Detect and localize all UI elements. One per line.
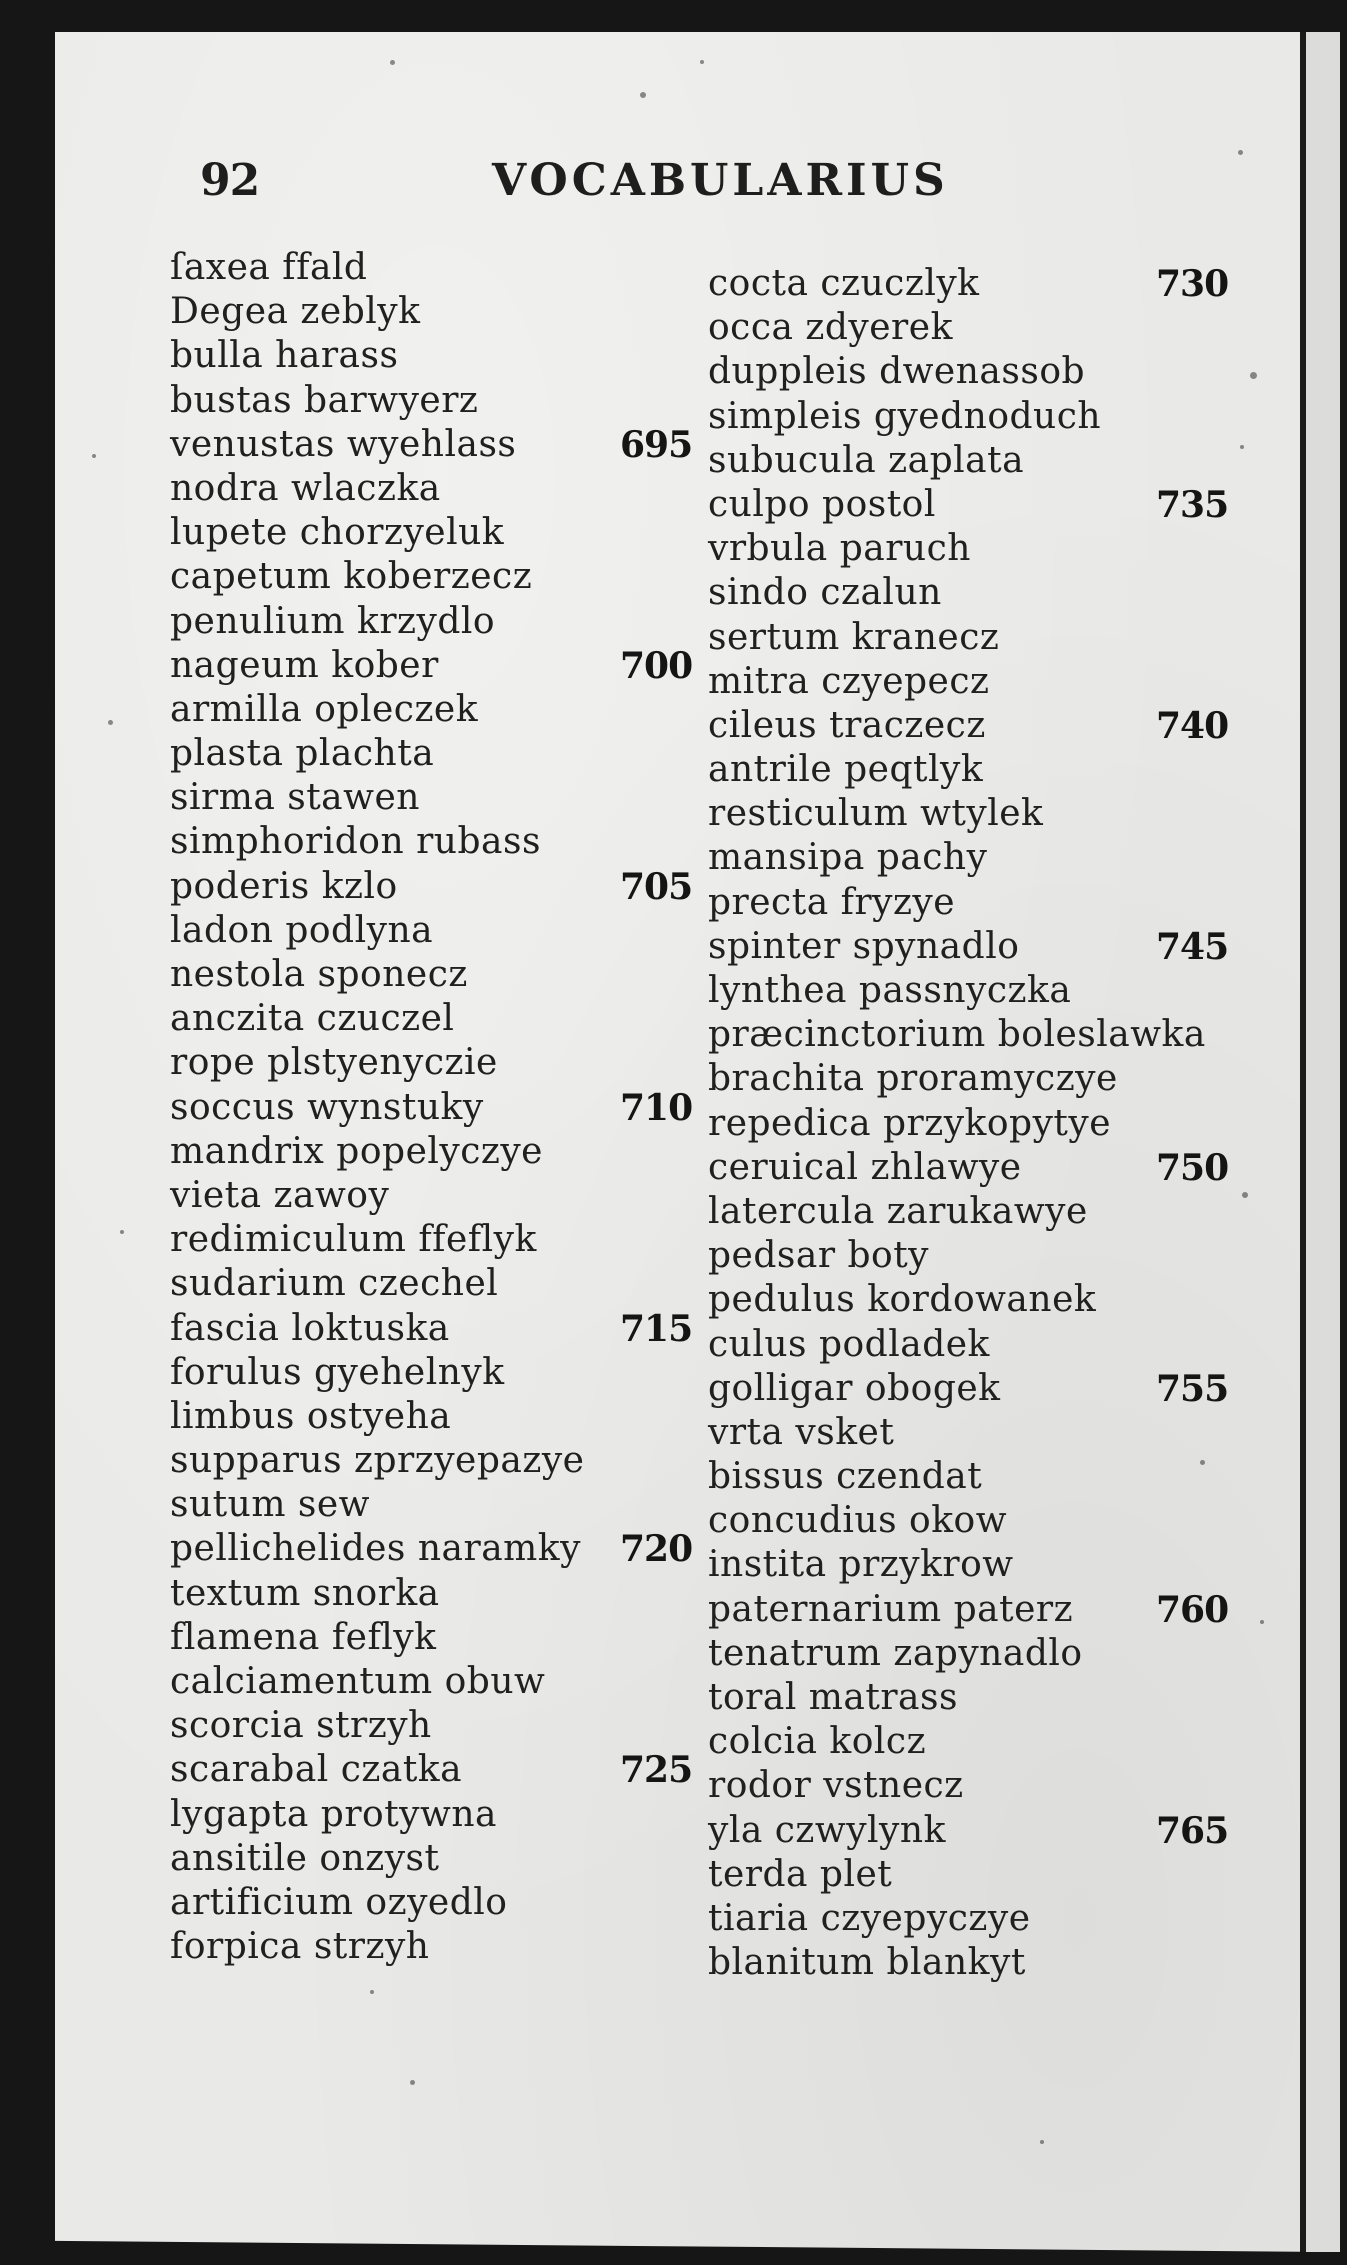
vocabulary-entry: [170, 334, 670, 378]
entry-text: sertum kranecz: [708, 616, 1000, 658]
vocabulary-entry: [708, 1588, 1228, 1632]
entry-text: cileus traczecz: [708, 704, 986, 746]
line-number: 735: [1156, 483, 1229, 526]
entry-text: mitra czyepecz: [708, 660, 990, 702]
vocabulary-entry: [708, 660, 1228, 704]
vocabulary-entry: [170, 423, 693, 467]
entry-text: lynthea passnyczka: [708, 970, 1072, 1011]
entry-text: ansitile onzyst: [170, 1837, 440, 1879]
vocabulary-entry: [170, 1527, 693, 1571]
entry-text: cocta czuczlyk: [708, 263, 980, 304]
vocabulary-entry: [170, 688, 670, 732]
vocabulary-entry: [170, 997, 670, 1041]
entry-text: latercula zarukawye: [708, 1190, 1088, 1232]
vocabulary-entry: [708, 836, 1228, 880]
vocabulary-entry: [708, 1057, 1228, 1101]
vocabulary-entry: [170, 1351, 670, 1395]
entry-text: nodra wlaczka: [170, 467, 441, 509]
entry-text: resticulum wtylek: [708, 793, 1044, 835]
line-number: 725: [620, 1749, 693, 1792]
vocabulary-entry: [708, 792, 1228, 836]
entry-text: capetum koberzecz: [170, 556, 533, 598]
page-header: [200, 155, 960, 215]
vocabulary-entry: [170, 1881, 670, 1925]
entry-text: antrile peqtlyk: [708, 749, 984, 791]
vocabulary-entry: [170, 1925, 670, 1969]
vocabulary-entry: [170, 776, 670, 820]
entry-text: terda plet: [708, 1853, 893, 1895]
paper-speck: [1040, 2140, 1044, 2144]
paper-speck: [370, 1990, 374, 1994]
vocabulary-entry: [708, 1809, 1228, 1853]
entry-text: calciamentum obuw: [170, 1661, 546, 1702]
line-number: 755: [1156, 1367, 1229, 1410]
vocabulary-entry: [708, 616, 1228, 660]
entry-text: scorcia strzyh: [170, 1705, 432, 1747]
vocabulary-entry: [170, 1616, 670, 1660]
page-number: 92: [200, 155, 260, 206]
left-column: [170, 246, 693, 1969]
vocabulary-entry: [708, 1632, 1228, 1676]
entry-text: pellichelides naramky: [170, 1528, 581, 1570]
vocabulary-entry: [170, 1660, 670, 1704]
entry-text: fascia loktuska: [170, 1307, 450, 1349]
entry-text: nageum kober: [170, 644, 439, 686]
line-number: 765: [1156, 1809, 1229, 1852]
vocabulary-entry: [708, 395, 1228, 439]
vocabulary-entry: [708, 1543, 1228, 1587]
entry-text: brachita proramyczye: [708, 1058, 1118, 1100]
vocabulary-entry: [708, 1720, 1228, 1764]
vocabulary-entry: [708, 306, 1228, 350]
vocabulary-entry: [708, 1676, 1228, 1720]
entry-text: culus podladek: [708, 1323, 990, 1365]
paper-speck: [390, 60, 395, 65]
vocabulary-entry: [170, 246, 670, 290]
entry-text: repedica przykopytye: [708, 1102, 1112, 1144]
paper-speck: [108, 720, 113, 725]
entry-text: forulus gyehelnyk: [170, 1351, 505, 1393]
entry-text: soccus wynstuky: [170, 1086, 484, 1128]
entry-text: limbus ostyeha: [170, 1395, 452, 1437]
paper-speck: [1240, 445, 1244, 449]
entry-text: rodor vstnecz: [708, 1765, 964, 1807]
vocabulary-entry: [708, 969, 1228, 1013]
entry-text: rope plstyenyczie: [170, 1042, 498, 1084]
vocabulary-entry: [708, 1411, 1228, 1455]
vocabulary-entry: [170, 1793, 670, 1837]
entry-text: ſaxea ffald: [170, 247, 368, 288]
vocabulary-entry: [170, 1086, 693, 1130]
paper-speck: [640, 92, 646, 98]
entry-text: paternarium paterz: [708, 1588, 1074, 1630]
paper-speck: [1200, 1460, 1205, 1465]
line-number: 745: [1156, 925, 1229, 968]
entry-text: anczita czuczel: [170, 998, 455, 1040]
entry-text: toral matrass: [708, 1677, 958, 1718]
paper-speck: [1242, 1192, 1248, 1198]
entry-text: mandrix popelyczye: [170, 1130, 543, 1172]
vocabulary-entry: [708, 527, 1228, 571]
line-number: 695: [620, 423, 693, 466]
line-number: 715: [620, 1307, 693, 1350]
entry-text: poderis kzlo: [170, 865, 398, 907]
entry-text: præcinctorium boleslawka: [708, 1014, 1206, 1056]
vocabulary-entry: [170, 1483, 670, 1527]
vocabulary-entry: [708, 1102, 1228, 1146]
line-number: 730: [1156, 263, 1229, 305]
vocabulary-entry: [170, 1837, 670, 1881]
vocabulary-entry: [170, 290, 670, 334]
entry-text: sudarium czechel: [170, 1263, 499, 1305]
entry-text: pedulus kordowanek: [708, 1279, 1097, 1321]
vocabulary-entry: [170, 1439, 670, 1483]
paper-speck: [1250, 372, 1257, 379]
paper-speck: [1238, 150, 1243, 155]
entry-text: ceruical zhlawye: [708, 1146, 1022, 1188]
entry-text: penulium krzydlo: [170, 600, 496, 642]
vocabulary-entry: [170, 1174, 670, 1218]
running-head: VOCABULARIUS: [492, 155, 949, 206]
vocabulary-entry: [708, 881, 1228, 925]
vocabulary-entry: [708, 1764, 1228, 1808]
vocabulary-entry: [708, 262, 1228, 306]
vocabulary-entry: [708, 1897, 1228, 1941]
line-number: 700: [620, 644, 693, 687]
paper-speck: [120, 1230, 124, 1234]
entry-text: occa zdyerek: [708, 307, 953, 349]
vocabulary-entry: [170, 1704, 670, 1748]
entry-text: lupete chorzyeluk: [170, 512, 505, 554]
entry-text: bissus czendat: [708, 1456, 983, 1498]
vocabulary-entry: [170, 865, 693, 909]
vocabulary-entry: [708, 350, 1228, 394]
entry-text: spinter spynadlo: [708, 925, 1020, 967]
vocabulary-entry: [170, 600, 670, 644]
entry-text: sirma stawen: [170, 777, 420, 819]
paper-speck: [700, 60, 704, 64]
entry-text: mansipa pachy: [708, 837, 988, 879]
entry-text: instita przykrow: [708, 1544, 1014, 1586]
entry-text: subucula zaplata: [708, 439, 1025, 481]
vocabulary-entry: [708, 439, 1228, 483]
entry-text: tiaria czyepyczye: [708, 1897, 1031, 1939]
vocabulary-entry: [708, 1234, 1228, 1278]
vocabulary-entry: [708, 1146, 1228, 1190]
entry-text: bulla harass: [170, 335, 399, 377]
entry-text: vrta vsket: [708, 1411, 895, 1453]
entry-text: supparus zprzyepazye: [170, 1440, 585, 1482]
entry-text: bustas barwyerz: [170, 379, 479, 421]
line-number: 760: [1156, 1588, 1229, 1631]
vocabulary-entry: [170, 1218, 670, 1262]
entry-text: yla czwylynk: [708, 1809, 946, 1851]
paper-speck: [1260, 1620, 1264, 1624]
entry-text: simpleis gyednoduch: [708, 395, 1102, 437]
vocabulary-entry: [708, 1278, 1228, 1322]
vocabulary-entry: [170, 953, 670, 997]
vocabulary-entry: [170, 644, 693, 688]
entry-text: venustas wyehlass: [170, 423, 517, 465]
vocabulary-entry: [708, 1499, 1228, 1543]
entry-text: precta fryzye: [708, 881, 956, 923]
vocabulary-entry: [708, 1853, 1228, 1897]
vocabulary-entry: [708, 1455, 1228, 1499]
vocabulary-entry: [708, 571, 1228, 615]
vocabulary-entry: [708, 704, 1228, 748]
paper-speck: [92, 454, 96, 458]
vocabulary-entry: [708, 748, 1228, 792]
entry-text: culpo postol: [708, 483, 936, 525]
entry-text: tenatrum zapynadlo: [708, 1632, 1083, 1674]
entry-text: simphoridon rubass: [170, 821, 541, 863]
vocabulary-entry: [708, 1190, 1228, 1234]
entry-text: blanitum blankyt: [708, 1942, 1026, 1984]
vocabulary-entry: [170, 555, 670, 599]
entry-text: pedsar boty: [708, 1235, 930, 1277]
entry-text: golligar obogek: [708, 1367, 1001, 1409]
paper-speck: [410, 2080, 415, 2085]
entry-text: duppleis dwenassob: [708, 351, 1086, 393]
vocabulary-entry: [170, 732, 670, 776]
entry-text: vieta zawoy: [170, 1174, 390, 1216]
vocabulary-entry: [170, 1395, 670, 1439]
line-number: 710: [620, 1086, 693, 1129]
facing-page-edge: [1300, 32, 1340, 2252]
vocabulary-entry: [708, 1323, 1228, 1367]
vocabulary-entry: [708, 925, 1228, 969]
entry-text: redimiculum ffeflyk: [170, 1219, 537, 1261]
entry-text: armilla opleczek: [170, 688, 479, 730]
vocabulary-entry: [170, 1130, 670, 1174]
entry-text: forpica strzyh: [170, 1926, 430, 1968]
entry-text: artificium ozyedlo: [170, 1881, 508, 1923]
vocabulary-entry: [170, 379, 670, 423]
entry-text: textum snorka: [170, 1572, 440, 1614]
vocabulary-entry: [170, 511, 670, 555]
vocabulary-entry: [170, 467, 670, 511]
entry-text: plasta plachta: [170, 733, 435, 775]
vocabulary-entry: [170, 820, 670, 864]
line-number: 720: [620, 1528, 693, 1571]
entry-text: Degea zeblyk: [170, 291, 421, 333]
entry-text: vrbula paruch: [708, 528, 971, 570]
vocabulary-entry: [708, 483, 1228, 527]
vocabulary-entry: [170, 1748, 693, 1792]
vocabulary-entry: [170, 1572, 670, 1616]
line-number: 705: [620, 865, 693, 908]
vocabulary-entry: [708, 1013, 1228, 1057]
entry-text: scarabal czatka: [170, 1749, 463, 1791]
entry-text: nestola sponecz: [170, 954, 468, 995]
vocabulary-entry: [170, 1041, 670, 1085]
vocabulary-entry: [708, 1941, 1228, 1985]
entry-text: flamena feflyk: [170, 1616, 437, 1658]
entry-text: sindo czalun: [708, 572, 942, 614]
line-number: 740: [1156, 704, 1229, 747]
entry-text: colcia kolcz: [708, 1721, 927, 1763]
vocabulary-entry: [170, 1307, 693, 1351]
right-column: [708, 262, 1228, 1985]
entry-text: lygapta protywna: [170, 1793, 497, 1835]
entry-text: ladon podlyna: [170, 909, 434, 951]
vocabulary-entry: [170, 1262, 670, 1306]
vocabulary-entry: [170, 909, 670, 953]
line-number: 750: [1156, 1146, 1229, 1189]
vocabulary-entry: [708, 1367, 1228, 1411]
entry-text: concudius okow: [708, 1500, 1008, 1542]
entry-text: sutum sew: [170, 1484, 370, 1526]
